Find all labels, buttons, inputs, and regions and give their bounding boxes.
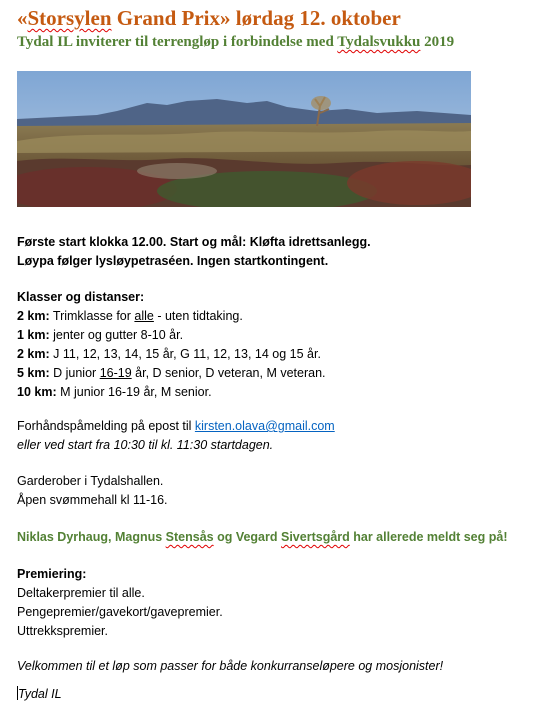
- class-text-after: år, D senior, D veteran, M veteran.: [131, 366, 326, 380]
- prize-item: Uttrekkspremier.: [17, 624, 108, 638]
- prizes-heading: Premiering:: [17, 567, 87, 581]
- class-distance: 2 km:: [17, 309, 50, 323]
- class-distance: 10 km:: [17, 385, 57, 399]
- announcement-name: Sivertsgård: [281, 530, 350, 544]
- classes-heading: Klasser og distanser:: [17, 290, 145, 304]
- announcement-text: har allerede meldt seg på!: [349, 530, 508, 544]
- prizes-section: [17, 565, 223, 641]
- start-info-line-1: Første start klokka 12.00. Start og mål: Kløfta idrettsanlegg.: [17, 235, 371, 249]
- title-rest: Grand Prix» lørdag 12. oktober: [111, 6, 401, 30]
- class-distance: 5 km:: [17, 366, 50, 380]
- facilities-line-2: Åpen svømmehall kl 11-16.: [17, 493, 168, 507]
- title-event-name: Storsylen: [27, 6, 112, 30]
- class-underlined: alle: [134, 309, 154, 323]
- title-quote: «: [17, 6, 28, 30]
- email-link[interactable]: kirsten.olava@gmail.com: [194, 419, 335, 433]
- class-row: [17, 364, 326, 383]
- registration-line-1: [17, 417, 335, 436]
- announcement: [17, 528, 507, 547]
- page-subtitle: [17, 34, 454, 51]
- class-text: jenter og gutter 8-10 år.: [49, 328, 184, 342]
- class-text: M junior 16-19 år, M senior.: [56, 385, 212, 399]
- registration-line-2: eller ved start fra 10:30 til kl. 11:30 startdagen.: [17, 438, 274, 452]
- subtitle-festival-name: Tydalsvukku: [337, 34, 421, 50]
- class-distance: 2 km:: [17, 347, 50, 361]
- class-text-after: - uten tidtaking.: [153, 309, 243, 323]
- signature-text: Tydal IL: [18, 687, 62, 701]
- registration-text: Forhåndspåmelding på epost til: [17, 419, 195, 433]
- class-text: D junior: [49, 366, 100, 380]
- subtitle-year: 2019: [420, 34, 455, 50]
- class-row: [17, 383, 326, 402]
- landscape-photo: [17, 71, 471, 207]
- start-info-line-2: Løypa følger lysløypetraséen. Ingen startkontingent.: [17, 254, 329, 268]
- class-row: [17, 307, 326, 326]
- class-underlined: 16-19: [99, 366, 132, 380]
- registration-section: [17, 417, 335, 455]
- page-title: [17, 6, 401, 31]
- class-distance: 1 km:: [17, 328, 50, 342]
- signature[interactable]: [17, 685, 62, 704]
- class-row: [17, 345, 326, 364]
- welcome-text: Velkommen til et løp som passer for både konkurranseløpere og mosjonister!: [17, 659, 444, 673]
- facilities-section: [17, 472, 168, 510]
- announcement-text: og Vegard: [213, 530, 281, 544]
- subtitle-start: Tydal IL inviterer til terrengløp i forbindelse med: [17, 34, 338, 50]
- classes-section: [17, 288, 326, 402]
- start-info: [17, 233, 371, 271]
- announcement-text: Niklas Dyrhaug, Magnus: [17, 530, 166, 544]
- class-text: Trimklasse for: [49, 309, 135, 323]
- facilities-line-1: Garderober i Tydalshallen.: [17, 474, 164, 488]
- prize-item: Deltakerpremier til alle.: [17, 586, 145, 600]
- class-text: J 11, 12, 13, 14, 15 år, G 11, 12, 13, 14 og 15 år.: [49, 347, 321, 361]
- class-row: [17, 326, 326, 345]
- landscape-photo-image: [17, 71, 471, 207]
- prize-item: Pengepremier/gavekort/gavepremier.: [17, 605, 223, 619]
- announcement-name: Stensås: [165, 530, 214, 544]
